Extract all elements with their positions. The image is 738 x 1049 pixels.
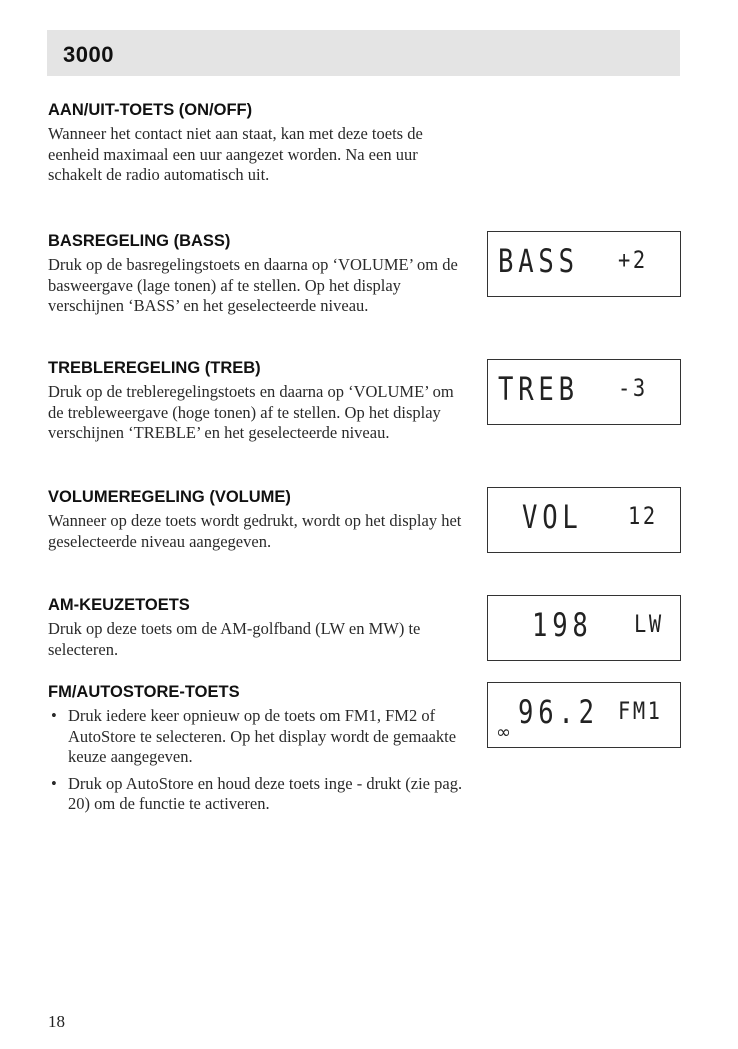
lcd-display-fm bbox=[487, 682, 681, 748]
section-heading: VOLUMEREGELING (VOLUME) bbox=[48, 488, 291, 506]
section-fm-autostore bbox=[48, 682, 468, 821]
lcd-value-text: 12 bbox=[628, 502, 658, 530]
section-body: Druk op deze toets om de AM-golfband (LW en MW) te selecteren. bbox=[48, 619, 421, 659]
lcd-display-am bbox=[487, 595, 681, 661]
lcd-main-text: VOL bbox=[522, 498, 583, 536]
lcd-display-treble bbox=[487, 359, 681, 425]
section-on-off bbox=[48, 100, 468, 186]
lcd-main-text: BASS bbox=[498, 242, 579, 280]
stereo-indicator-icon: ∞ bbox=[496, 722, 511, 743]
section-body: Wanneer het contact niet aan staat, kan met deze toets de eenheid maximaal een uur aangezet worden. Na een uur schakelt de radio automatisch uit. bbox=[48, 124, 423, 184]
lcd-value-text: FM1 bbox=[618, 697, 663, 725]
page-number: 18 bbox=[48, 1012, 65, 1031]
bullet-icon: • bbox=[51, 706, 57, 725]
section-heading: FM/AUTOSTORE-TOETS bbox=[48, 683, 240, 701]
section-heading: AM-KEUZETOETS bbox=[48, 596, 190, 614]
bullet-text: Druk op AutoStore en houd deze toets inge - drukt (zie pag. 20) om de functie te activeren. bbox=[68, 773, 463, 813]
section-body: Druk op de trebleregelingstoets en daarna op ‘VOLUME’ om de trebleweergave (hoge tonen) af te stellen. Op het display verschijnen ‘TREBLE’ en het geselecteerde niveau. bbox=[48, 382, 454, 442]
header-bar bbox=[47, 30, 680, 76]
section-heading: BASREGELING (BASS) bbox=[48, 232, 231, 250]
bullet-list bbox=[48, 706, 468, 815]
section-heading: AAN/UIT-TOETS (ON/OFF) bbox=[48, 101, 253, 119]
section-am bbox=[48, 595, 468, 660]
lcd-display-bass bbox=[487, 231, 681, 297]
section-body: Druk op de basregelingstoets en daarna op ‘VOLUME’ om de basweergave (lage tonen) af te stellen. Op het display verschijnen ‘BASS’ en het geselecteerde niveau. bbox=[48, 255, 458, 315]
list-item bbox=[48, 774, 468, 815]
lcd-value-text: LW bbox=[634, 610, 664, 638]
bullet-text: Druk iedere keer opnieuw op de toets om FM1, FM2 of AutoStore te selecteren. Op het display wordt de gemaakte keuze aangegeven. bbox=[68, 706, 457, 766]
lcd-main-text: 96.2 bbox=[518, 693, 599, 731]
section-bass bbox=[48, 231, 468, 317]
bullet-icon: • bbox=[51, 773, 57, 793]
lcd-display-volume bbox=[487, 487, 681, 553]
section-heading: TREBLEREGELING (TREB) bbox=[48, 359, 261, 377]
section-treble bbox=[48, 358, 468, 444]
section-volume bbox=[48, 487, 468, 552]
page-title: 3000 bbox=[63, 42, 114, 67]
lcd-value-text: -3 bbox=[618, 374, 648, 402]
lcd-value-text: +2 bbox=[618, 246, 648, 274]
section-body: Wanneer op deze toets wordt gedrukt, wordt op het display het geselecteerde niveau aangegeven. bbox=[48, 511, 462, 551]
lcd-main-text: 198 bbox=[532, 606, 593, 644]
list-item bbox=[48, 706, 468, 768]
lcd-main-text: TREB bbox=[498, 370, 579, 408]
